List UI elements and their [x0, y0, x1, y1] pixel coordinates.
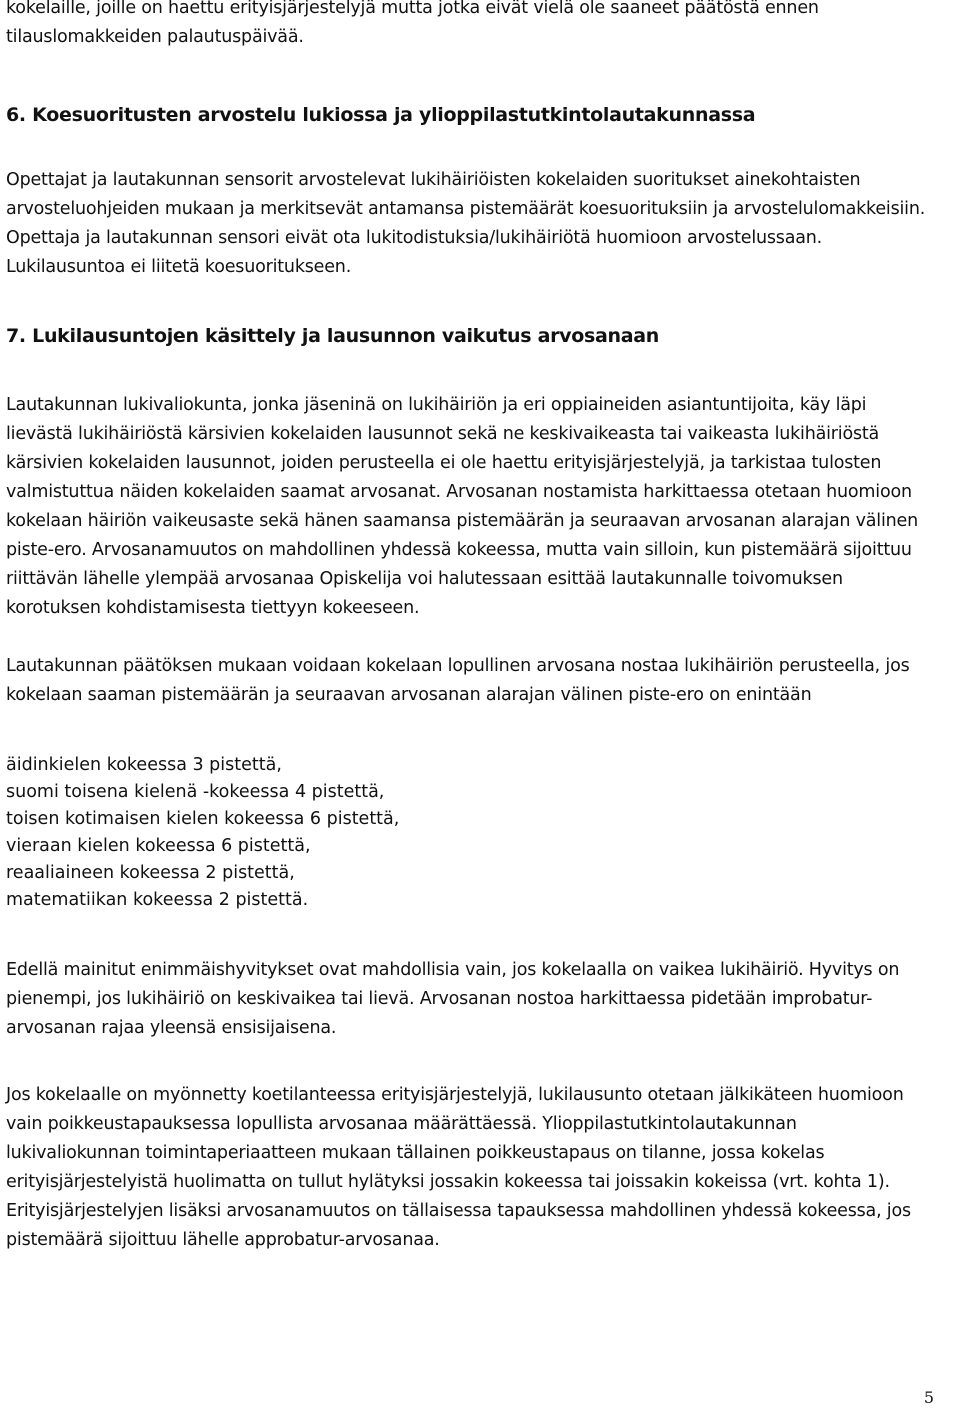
list-item: matematiikan kokeessa 2 pistettä. — [6, 890, 309, 910]
section-7-paragraph-2: Lautakunnan päätöksen mukaan voidaan kokelaan lopullinen arvosana nostaa lukihäiriön perusteella, jos kokelaan saaman pistemäärän ja seuraavan arvosanan alarajan välinen piste-ero on enintään — [6, 656, 910, 705]
section-7-paragraph-4: Jos kokelaalle on myönnetty koetilanteessa erityisjärjestelyjä, lukilausunto otetaan jälkikäteen huomioon vain poikkeustapauksessa lopullista arvosanaa määrättäessä. Ylioppilastutkintolautakunnan lukivaliokunnan toimintaperiaatteen mukaan tällainen poikkeustapaus on tilanne, jossa kokelas erityisjärjestelyistä huolimatta on tullut hylätyksi jossakin kokeessa tai joissakin kokeissa (vrt. kohta 1). Erityisjärjestelyjen lisäksi arvosanamuutos on tällaisessa tapauksessa mahdollinen yhdessä kokeessa, jos pistemäärä sijoittuu lähelle approbatur-arvosanaa. — [6, 1085, 911, 1250]
list-item: reaaliaineen kokeessa 2 pistettä, — [6, 863, 295, 883]
section-6-paragraph: Opettajat ja lautakunnan sensorit arvostelevat lukihäiriöisten kokelaiden suoritukset ainekohtaisten arvosteluohjeiden mukaan ja merkitsevät antamansa pistemäärät koesuorituksiin ja arvostelulomakkeisiin. Opettaja ja lautakunnan sensori eivät ota lukitodistuksia/lukihäiriötä huomioon arvostelussaan. Lukilausuntoa ei liitetä koesuoritukseen. — [6, 170, 926, 277]
list-item: äidinkielen kokeessa 3 pistettä, — [6, 755, 282, 775]
list-item: toisen kotimaisen kielen kokeessa 6 pistettä, — [6, 809, 400, 829]
list-item: vieraan kielen kokeessa 6 pistettä, — [6, 836, 311, 856]
section-7-paragraph-3: Edellä mainitut enimmäishyvitykset ovat mahdollisia vain, jos kokelaalla on vaikea lukihäiriö. Hyvitys on pienempi, jos lukihäiriö on keskivaikea tai lievä. Arvosanan nostoa harkittaessa pidetään improbatur-arvosanan rajaa yleensä ensisijaisena. — [6, 960, 900, 1038]
point-limit-list — [6, 752, 936, 914]
page-number: 5 — [923, 1388, 934, 1407]
list-item: suomi toisena kielenä -kokeessa 4 pistettä, — [6, 782, 385, 802]
section-7-paragraph-1: Lautakunnan lukivaliokunta, jonka jäseninä on lukihäiriön ja eri oppiaineiden asiantuntijoita, käy läpi lievästä lukihäiriöstä kärsivien kokelaiden lausunnot sekä ne keskivaikeasta tai vaikeasta lukihäiriöstä kärsivien kokelaiden lausunnot, joiden perusteella ei ole haettu erityisjärjestelyjä, ja tarkistaa tulosten valmistuttua näiden kokelaiden saamat arvosanat. Arvosanan nostamista harkittaessa otetaan huomioon kokelaan häiriön vaikeusaste sekä hänen saamansa pistemäärän ja seuraavan arvosanan alarajan välinen piste-ero. Arvosanamuutos on mahdollinen yhdessä kokeessa, mutta vain silloin, kun pistemäärä sijoittuu riittävän lähelle ylempää arvosanaa Opiskelija voi halutessaan esittää lautakunnalle toivomuksen korotuksen kohdistamisesta tiettyyn kokeeseen. — [6, 395, 918, 618]
section-7-heading: 7. Lukilausuntojen käsittely ja lausunnon vaikutus arvosanaan — [6, 325, 660, 347]
section-6-heading: 6. Koesuoritusten arvostelu lukiossa ja ylioppilastutkintolautakunnassa — [6, 104, 756, 126]
continuation-paragraph: kokelaille, joille on haettu erityisjärjestelyjä mutta jotka eivät vielä ole saaneet päätöstä ennen tilauslomakkeiden palautuspäivää. — [6, 0, 819, 47]
document-page — [6, 0, 936, 1255]
